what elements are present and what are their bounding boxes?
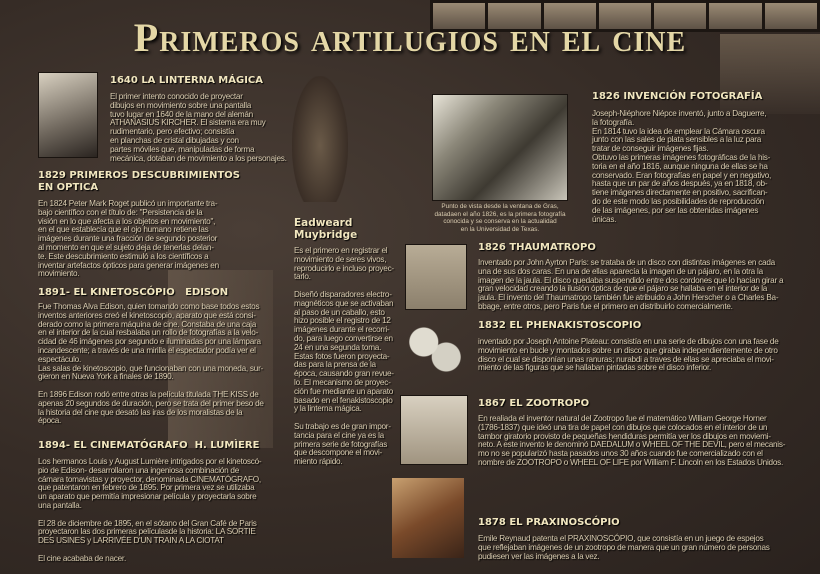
zootropo-heading: 1867 EL ZOOTROPO [478, 398, 590, 409]
fotografia-text: Joseph-Niéphore Niépce inventó, junto a Daguerre, la fotografía. En 1814 tuvo la idea de emplear la Cámara oscura junto con las sales de plata sensibles a la luz para tratar de conseguir imágenes fijas. Obtuvo las primeras imágenes fotográficas de la his- toria en el año 1816, aunque ninguna de ellas se ha conservado. Eran fotografías en papel y en negativo, hasta que un par de años después, ya en 1818, ob- tiene imágenes directamente en positivo, sacrifican- do de este modo las posibilidades de reproducción de las imágenes, por ser las obtenidas imágenes únicas. [592, 109, 772, 224]
cinematografo-heading: 1894- EL CINEMATÓGRAFO H. LUMÌERE [38, 440, 260, 451]
phenakistoscope-image [407, 318, 463, 378]
praxinoscope-image [392, 478, 464, 558]
thaumatropo-heading: 1826 THAUMATROPO [478, 242, 596, 253]
muybridge-heading: Eadweard Muybridge [294, 217, 358, 241]
zoetrope-image [400, 395, 468, 465]
kircher-portrait-image [38, 72, 98, 158]
praxinoscopio-heading: 1878 EL PRAXINOSCÓPIO [478, 517, 620, 528]
photo-caption: Punto de vista desde la ventana de Gras, datadaen el año 1826, es la primera fotografía conocida y se conserva en la actualidad en la Universidad de Texas. [434, 203, 566, 233]
optica-heading: 1829 PRIMEROS DESCUBRIMIENTOS EN OPTICA [38, 170, 240, 193]
praxinoscopio-text: Emile Reynaud patenta el PRAXINOSCÓPIO, que consistía en un juego de espejos que reflejaban imágenes de un zootropo de manera que un gran número de personas pudiesen ver las imágenes a la vez. [478, 534, 770, 561]
poster-title: Primeros artilugios en el cine [133, 15, 687, 60]
kinetoscopio-heading: 1891- EL KINETOSCÓPIO EDISON [38, 287, 229, 298]
linterna-heading: 1640 LA LINTERNA MÁGICA [110, 75, 264, 86]
thaumatrope-image [405, 244, 467, 310]
kinetoscopio-text: Fue Thomas Alva Edison, quien tomando como base todos estos inventos anteriores creó el kinetoscopio, aparato que está consi- derado como la primera máquina de cine. Constaba de una caja en el interior de la cual resbalaba un rollo de fotografías a la velo- cidad de 46 imágenes por segundo e iluminadas por una lámpara incandescente; a través de una mirilla el espectador podía ver el espectáculo. Las salas de kinetoscopio, que funcionaban con una moneda, sur- gieron en Nueva York a finales de 1890. En 1896 Edison rodó entre otras la película titulada THE KISS de apenas 20 segundos de duración, pero se trata del primer beso de la historia del cine que desató las iras de los moralistas de la época. [38, 302, 264, 426]
first-photograph-image [432, 94, 568, 201]
fotografia-heading: 1826 INVENCIÓN FOTOGRAFÍA [592, 91, 763, 102]
linterna-text: El primer intento conocido de proyectar dibujos en movimiento sobre una pantalla tuvo lugar en 1640 de la mano del alemán ATHANASIUS KIRCHER. El sistema era muy rudimentario, pero efectivo; consistía en planchas de cristal dibujadas y con partes móviles que, manipuladas de forma mecánica, dotaban de movimiento a los personajes. [110, 92, 287, 163]
thaumatropo-text: Inventado por John Ayrton Paris: se trataba de un disco con distintas imágenes en cada una de sus dos caras. En una de ellas aparecía la imagen de un pájaro, en la otra la imagen de la jaula. El disco quedaba suspendido entre dos cordones que lo hacían girar a gran velocidad creando la ilusión óptica de que el pájaro se hallaba en el interior de la jaula. El invento del Thaumatropo también fue atribuido a John Herscher o a Charles Ba- bbage, entre otros, pero Paris fue el primero en distribuirlo comercialmente. [478, 258, 784, 311]
phenakistoscopio-text: inventado por Joseph Antoine Plateau: consistía en una serie de dibujos con una fase de movimiento en bucle y montados sobre un disco que giraba independientemente de otro disco el cual se disponían unas ranuras; nurabdi a traves de ellas se apreciaba el movi- miento de las figuras que se hallaban pintadas sobre el disco inferior. [478, 337, 779, 373]
magic-lantern-image [292, 76, 348, 202]
zootropo-text: En realiada el inventor natural del Zootropo fue el matemático William George Horner (1786-1837) que ideó una tira de papel con dibujos que colocados en el interior de un tambor giratorio provisto de pequeñas hendiduras permitía ver los dibujos en moviemi- neto. A este invento le denominó DAEDALUM o WHEEL OF THE DEVIL, pero el mecanis- mo no se popularizó hasta pasados unos 30 años cuando fue comercializado con el nombre de ZOOTROPO o WHEEL OF LIFE por William F. Lincoln en los Estados Unidos. [478, 414, 786, 467]
muybridge-text: Es el primero en registrar el movimiento de seres vivos, reproducirlo e incluso proyec- tarlo. Diseñó disparadores electro- magnéticos que se activaban al paso de un caballo, esto hizo posible el registro de 12 imágenes durante el recorri- do, para luego convertirse en 24 en una segunda toma. Estas fotos fueron proyecta- das para la prensa de la época, causando gran revue- lo. El mecanismo de proyec- ción fue mediante un aparato basado en el fenakistoscopio y la linterna mágica. Su trabajo es de gran impor- tancia para el cine ya es la primera serie de fotografías que descompone el movi- miento rápido. [294, 246, 394, 467]
cinematografo-text: Los hermanos Louis y August Lumière intrigados por el kinetoscó- pio de Edison- desarrollaron una ingeniosa combinación de cámara tomavistas y proyector, denominada CINEMATÓGRAFO, que patentaron en febrero de 1895. Por primera vez se utilizaba un aparato que permitía impresionar película y proyectarla sobre una pantalla. El 28 de diciembre de 1895, en el sótano del Gran Café de Paris proyectaron las dos primeras películasde la historia: LA SORTIE DES USINES y LARRIVÉE D'UN TRAIN A LA CIOTAT El cine acababa de nacer. [38, 457, 262, 563]
optica-text: En 1824 Peter Mark Roget publicó un importante tra- bajo científico con el título de: "Persistencia de la visión en lo que afecta a los objetos en movimiento", en el que establecía que el ojo humano retiene las imágenes durante una fracción de segundo posterior al momento en que el sujeto deja de tenerlas delan- te. Este descubrimiento estimuló a los científicos a inventar artefactos ópticos para generar imágenes en movimiento. [38, 199, 219, 279]
phenakistoscopio-heading: 1832 EL PHENAKISTOSCOPIO [478, 320, 642, 331]
